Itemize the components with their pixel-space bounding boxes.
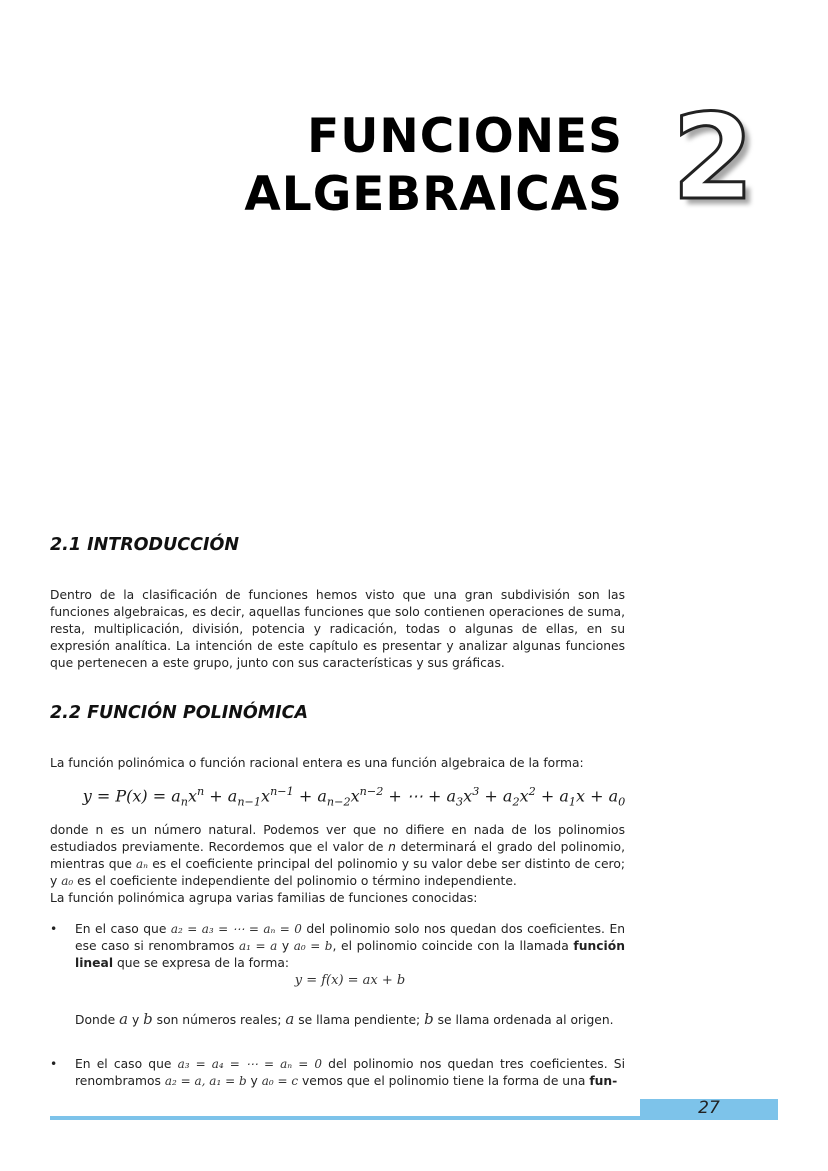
bullet-icon: • [50,1057,58,1071]
intro-paragraph: Dentro de la clasificación de funciones hemos visto que una gran subdivisión son las funciones algebraicas, es decir, aquellas funciones que solo contienen operaciones de suma, resta, multiplicación, división, potencia y radicación, todas o algunas de ellas, en su expresión analítica. La intención de este capítulo es presentar y analizar algunas funciones que pertenecen a este grupo, junto con sus características y sus gráficas. [50,588,625,670]
poly-description-paragraph: donde n es un número natural. Podemos ver que no difiere en nada de los polinomios estudiados previamente. Recordemos que el valor de n determinará el grado del polinomio, mientras que aₙ es el coeficiente principal del polinomio y su valor debe ser distinto de cero; y a₀ es el coeficiente independiente del polinomio o término independiente. La función polinómica agrupa varias familias de funciones conocidas: [50,823,625,905]
chapter-number: 2 [672,88,755,226]
page-number: 27 [698,1098,720,1118]
chapter-title-line2: ALGEBRAICAS [244,167,623,222]
section-heading-intro: 2.1 INTRODUCCIÓN [50,535,239,555]
polynomial-formula: $y = P(x) = a_nx^n + a_{n-1}x^{n-1} + a_{n-2}x^{n-2}$ + ⋯ + $a_3x^3 + a_2x^2 + a_1x + a_0$ [82,785,626,809]
list-item: • En el caso que a₂ = a₃ = ⋯ = aₙ = 0 del polinomio solo nos quedan dos coeficientes. En ese caso si renombramos a₁ = a y a₀ = b, el polinomio coincide con la llamada función lineal que se expresa de la forma: y = f(x) = ax + b Donde a y b son números reales; a se llama pendiente; b se llama ordenada al origen. [50,922,626,1028]
section-heading-polynomial: 2.2 FUNCIÓN POLINÓMICA [50,703,309,723]
chapter-title [244,108,623,224]
chapter-title-line1: FUNCIONES [307,109,623,164]
poly-intro-paragraph: La función polinómica o función racional entera es una función algebraica de la forma: [50,756,584,770]
bullet-icon: • [50,922,58,936]
linear-formula: y = f(x) = ax + b [294,973,406,988]
list-item: • En el caso que a₃ = a₄ = ⋯ = aₙ = 0 del polinomio nos quedan tres coeficientes. Si renombramos a₂ = a, a₁ = b y a₀ = c vemos que el polinomio tiene la forma de una fun- [50,1057,625,1088]
